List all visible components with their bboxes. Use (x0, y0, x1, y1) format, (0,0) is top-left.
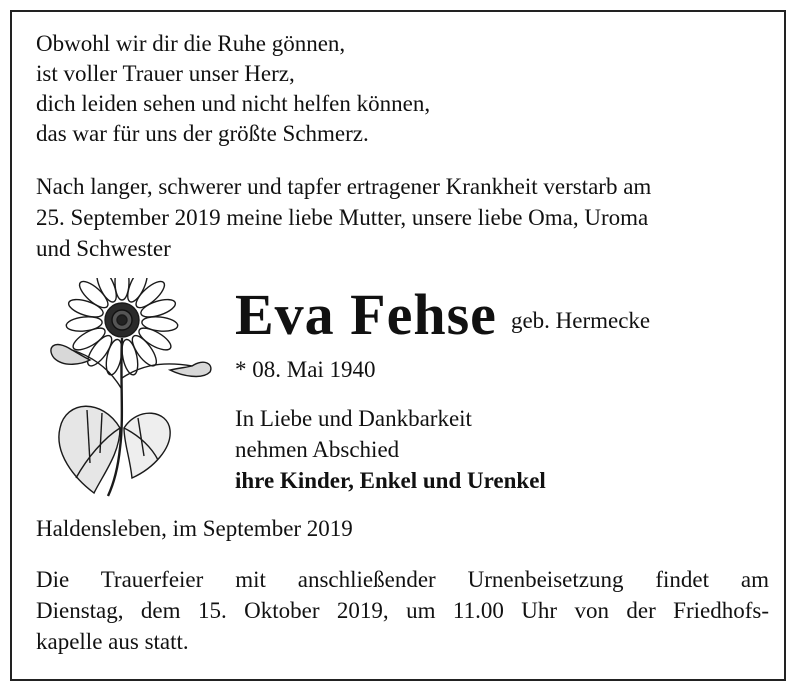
poem-line: Obwohl wir dir die Ruhe gönnen, (36, 31, 346, 56)
deceased-name: Eva Fehse (235, 282, 497, 347)
death-announcement (36, 173, 769, 266)
mourners-family: ihre Kinder, Enkel und Urenkel (235, 468, 546, 493)
poem-line: das war für uns der größte Schmerz. (36, 121, 369, 146)
birth-date: * 08. Mai 1940 (235, 357, 376, 382)
funeral-line: Die Trauerfeier mit anschließender Urnenbeisetzung findet am (36, 567, 769, 592)
announcement-line: 25. September 2019 meine liebe Mutter, unsere liebe Oma, Uroma (36, 205, 649, 230)
funeral-line: Dienstag, dem 15. Oktober 2019, um 11.00 Uhr von der Friedhofs- (36, 598, 769, 623)
funeral-info (36, 566, 769, 659)
birth-name: geb. Hermecke (510, 308, 651, 333)
announcement-line: Nach langer, schwerer und tapfer ertragener Krankheit verstarb am (36, 174, 652, 199)
poem-line: ist voller Trauer unser Herz, (36, 61, 295, 86)
poem (36, 30, 430, 150)
mourners-line: nehmen Abschied (235, 437, 400, 462)
poem-line: dich leiden sehen und nicht helfen können, (36, 91, 431, 116)
deceased-name-block (235, 280, 650, 350)
funeral-line: kapelle aus statt. (36, 629, 189, 654)
mourners-line: In Liebe und Dankbarkeit (235, 406, 472, 431)
place-date: Haldensleben, im September 2019 (36, 516, 353, 541)
mourners (235, 405, 546, 498)
announcement-line: und Schwester (36, 236, 171, 261)
sunflower-illustration (42, 278, 222, 500)
